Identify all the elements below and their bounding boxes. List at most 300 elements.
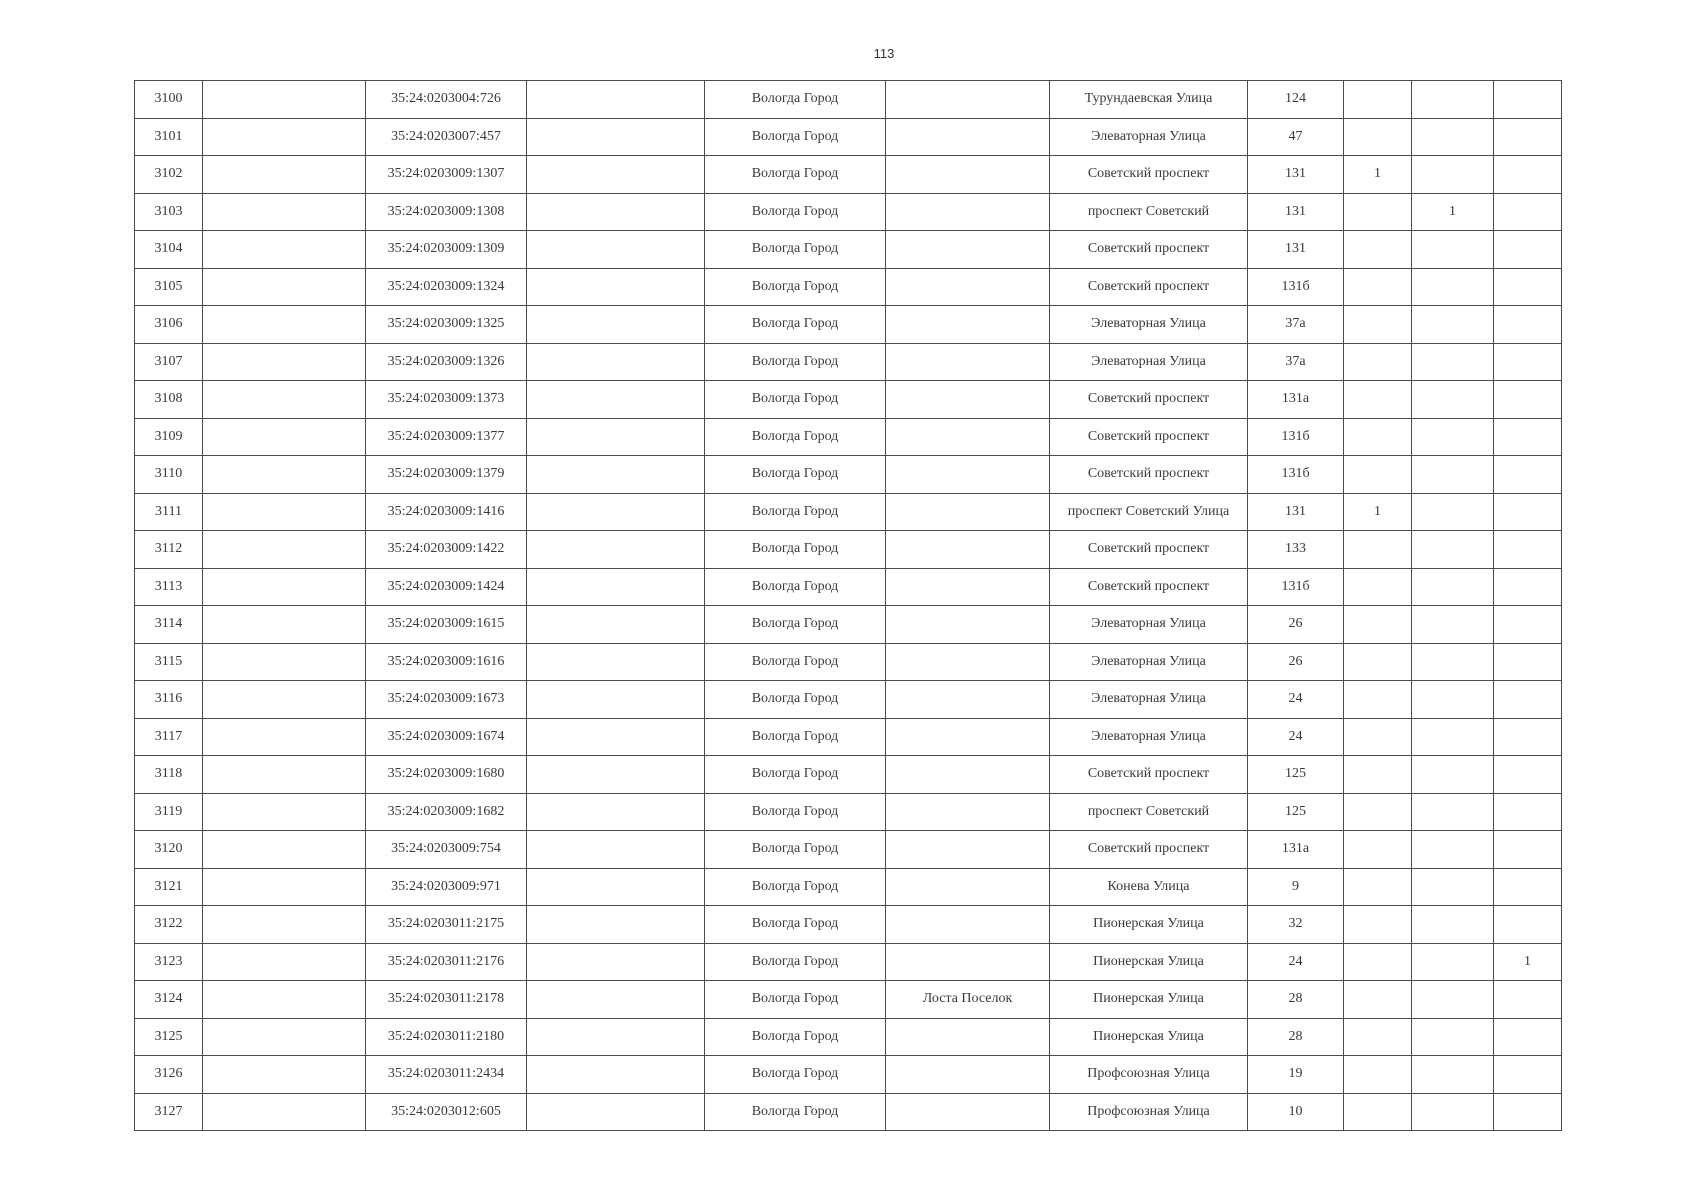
house-number-cell: 131: [1248, 231, 1344, 269]
row-number-cell: 3109: [135, 418, 203, 456]
street-cell: Профсоюзная Улица: [1050, 1056, 1248, 1094]
flag-cell-1: [1344, 1018, 1412, 1056]
city-cell: Вологда Город: [705, 1056, 886, 1094]
flag-cell-1: [1344, 606, 1412, 644]
settlement-cell: [886, 718, 1050, 756]
table-row: [135, 456, 1562, 494]
city-cell: Вологда Город: [705, 568, 886, 606]
flag-cell-1: [1344, 681, 1412, 719]
house-number-cell: 32: [1248, 906, 1344, 944]
flag-cell-2: [1412, 156, 1494, 194]
street-cell: проспект Советский Улица: [1050, 493, 1248, 531]
flag-cell-2: [1412, 1018, 1494, 1056]
flag-cell-3: [1494, 268, 1562, 306]
table-row: [135, 268, 1562, 306]
settlement-cell: [886, 231, 1050, 269]
street-cell: Советский проспект: [1050, 231, 1248, 269]
row-number-cell: 3115: [135, 643, 203, 681]
house-number-cell: 131б: [1248, 568, 1344, 606]
settlement-cell: [886, 343, 1050, 381]
flag-cell-3: [1494, 493, 1562, 531]
city-cell: Вологда Город: [705, 868, 886, 906]
flag-cell-3: 1: [1494, 943, 1562, 981]
empty-cell: [203, 1093, 366, 1131]
empty-cell: [203, 268, 366, 306]
cadastral-number-cell: 35:24:0203009:1615: [366, 606, 527, 644]
empty-cell: [527, 493, 705, 531]
row-number-cell: 3114: [135, 606, 203, 644]
flag-cell-2: [1412, 456, 1494, 494]
empty-cell: [203, 756, 366, 794]
empty-cell: [527, 718, 705, 756]
settlement-cell: [886, 1018, 1050, 1056]
table-row: [135, 306, 1562, 344]
flag-cell-3: [1494, 306, 1562, 344]
row-number-cell: 3101: [135, 118, 203, 156]
street-cell: Элеваторная Улица: [1050, 343, 1248, 381]
street-cell: Советский проспект: [1050, 456, 1248, 494]
table-row: [135, 231, 1562, 269]
empty-cell: [203, 306, 366, 344]
empty-cell: [527, 943, 705, 981]
empty-cell: [203, 981, 366, 1019]
flag-cell-3: [1494, 193, 1562, 231]
city-cell: Вологда Город: [705, 643, 886, 681]
flag-cell-1: [1344, 906, 1412, 944]
flag-cell-2: [1412, 906, 1494, 944]
settlement-cell: [886, 793, 1050, 831]
table-row: [135, 681, 1562, 719]
flag-cell-1: [1344, 643, 1412, 681]
flag-cell-1: [1344, 793, 1412, 831]
registry-body: [135, 81, 1562, 1131]
empty-cell: [203, 681, 366, 719]
registry-table: [134, 80, 1562, 1131]
cadastral-number-cell: 35:24:0203007:457: [366, 118, 527, 156]
cadastral-number-cell: 35:24:0203009:1373: [366, 381, 527, 419]
house-number-cell: 24: [1248, 681, 1344, 719]
table-row: [135, 606, 1562, 644]
flag-cell-3: [1494, 1093, 1562, 1131]
flag-cell-3: [1494, 906, 1562, 944]
cadastral-number-cell: 35:24:0203011:2434: [366, 1056, 527, 1094]
cadastral-number-cell: 35:24:0203009:1309: [366, 231, 527, 269]
empty-cell: [527, 193, 705, 231]
flag-cell-2: [1412, 868, 1494, 906]
flag-cell-3: [1494, 381, 1562, 419]
flag-cell-2: [1412, 793, 1494, 831]
row-number-cell: 3100: [135, 81, 203, 119]
empty-cell: [203, 718, 366, 756]
table-row: [135, 831, 1562, 869]
flag-cell-2: [1412, 831, 1494, 869]
street-cell: Турундаевская Улица: [1050, 81, 1248, 119]
empty-cell: [203, 831, 366, 869]
empty-cell: [203, 868, 366, 906]
cadastral-number-cell: 35:24:0203011:2176: [366, 943, 527, 981]
empty-cell: [527, 1018, 705, 1056]
city-cell: Вологда Город: [705, 456, 886, 494]
empty-cell: [527, 268, 705, 306]
flag-cell-1: [1344, 981, 1412, 1019]
empty-cell: [203, 418, 366, 456]
empty-cell: [527, 156, 705, 194]
flag-cell-2: [1412, 268, 1494, 306]
settlement-cell: [886, 81, 1050, 119]
empty-cell: [527, 831, 705, 869]
cadastral-number-cell: 35:24:0203009:1308: [366, 193, 527, 231]
city-cell: Вологда Город: [705, 793, 886, 831]
flag-cell-3: [1494, 1056, 1562, 1094]
city-cell: Вологда Город: [705, 81, 886, 119]
street-cell: Советский проспект: [1050, 381, 1248, 419]
flag-cell-3: [1494, 981, 1562, 1019]
row-number-cell: 3110: [135, 456, 203, 494]
street-cell: Профсоюзная Улица: [1050, 1093, 1248, 1131]
cadastral-number-cell: 35:24:0203009:1673: [366, 681, 527, 719]
street-cell: Конева Улица: [1050, 868, 1248, 906]
cadastral-number-cell: 35:24:0203012:605: [366, 1093, 527, 1131]
settlement-cell: [886, 906, 1050, 944]
row-number-cell: 3127: [135, 1093, 203, 1131]
flag-cell-1: [1344, 118, 1412, 156]
settlement-cell: [886, 868, 1050, 906]
city-cell: Вологда Город: [705, 756, 886, 794]
row-number-cell: 3103: [135, 193, 203, 231]
settlement-cell: [886, 456, 1050, 494]
empty-cell: [203, 381, 366, 419]
city-cell: Вологда Город: [705, 681, 886, 719]
empty-cell: [527, 568, 705, 606]
house-number-cell: 19: [1248, 1056, 1344, 1094]
flag-cell-1: [1344, 456, 1412, 494]
settlement-cell: [886, 493, 1050, 531]
flag-cell-3: [1494, 831, 1562, 869]
table-row: [135, 381, 1562, 419]
city-cell: Вологда Город: [705, 943, 886, 981]
flag-cell-1: [1344, 306, 1412, 344]
empty-cell: [527, 531, 705, 569]
house-number-cell: 125: [1248, 793, 1344, 831]
flag-cell-2: [1412, 118, 1494, 156]
empty-cell: [527, 756, 705, 794]
street-cell: Советский проспект: [1050, 418, 1248, 456]
flag-cell-3: [1494, 681, 1562, 719]
flag-cell-2: [1412, 606, 1494, 644]
row-number-cell: 3104: [135, 231, 203, 269]
table-row: [135, 81, 1562, 119]
flag-cell-3: [1494, 1018, 1562, 1056]
city-cell: Вологда Город: [705, 343, 886, 381]
house-number-cell: 24: [1248, 943, 1344, 981]
house-number-cell: 24: [1248, 718, 1344, 756]
flag-cell-1: [1344, 756, 1412, 794]
empty-cell: [527, 606, 705, 644]
row-number-cell: 3113: [135, 568, 203, 606]
empty-cell: [203, 793, 366, 831]
flag-cell-3: [1494, 756, 1562, 794]
empty-cell: [527, 456, 705, 494]
row-number-cell: 3108: [135, 381, 203, 419]
street-cell: Советский проспект: [1050, 156, 1248, 194]
cadastral-number-cell: 35:24:0203009:971: [366, 868, 527, 906]
city-cell: Вологда Город: [705, 831, 886, 869]
city-cell: Вологда Город: [705, 268, 886, 306]
row-number-cell: 3117: [135, 718, 203, 756]
street-cell: Элеваторная Улица: [1050, 118, 1248, 156]
empty-cell: [203, 906, 366, 944]
flag-cell-3: [1494, 643, 1562, 681]
cadastral-number-cell: 35:24:0203011:2178: [366, 981, 527, 1019]
city-cell: Вологда Город: [705, 1018, 886, 1056]
table-row: [135, 156, 1562, 194]
cadastral-number-cell: 35:24:0203009:1379: [366, 456, 527, 494]
house-number-cell: 131: [1248, 493, 1344, 531]
settlement-cell: [886, 1093, 1050, 1131]
city-cell: Вологда Город: [705, 531, 886, 569]
row-number-cell: 3111: [135, 493, 203, 531]
cadastral-number-cell: 35:24:0203009:1424: [366, 568, 527, 606]
street-cell: Пионерская Улица: [1050, 943, 1248, 981]
flag-cell-1: [1344, 718, 1412, 756]
street-cell: Советский проспект: [1050, 756, 1248, 794]
settlement-cell: [886, 381, 1050, 419]
house-number-cell: 26: [1248, 643, 1344, 681]
empty-cell: [203, 943, 366, 981]
empty-cell: [527, 381, 705, 419]
flag-cell-1: [1344, 568, 1412, 606]
empty-cell: [203, 1056, 366, 1094]
house-number-cell: 131б: [1248, 418, 1344, 456]
table-row: [135, 193, 1562, 231]
street-cell: Элеваторная Улица: [1050, 681, 1248, 719]
flag-cell-2: [1412, 381, 1494, 419]
flag-cell-1: [1344, 418, 1412, 456]
flag-cell-3: [1494, 606, 1562, 644]
page-number: 113: [873, 46, 895, 61]
flag-cell-2: 1: [1412, 193, 1494, 231]
settlement-cell: [886, 606, 1050, 644]
row-number-cell: 3119: [135, 793, 203, 831]
flag-cell-1: [1344, 1093, 1412, 1131]
flag-cell-3: [1494, 418, 1562, 456]
flag-cell-2: [1412, 306, 1494, 344]
empty-cell: [203, 643, 366, 681]
house-number-cell: 125: [1248, 756, 1344, 794]
settlement-cell: [886, 193, 1050, 231]
city-cell: Вологда Город: [705, 381, 886, 419]
flag-cell-1: [1344, 868, 1412, 906]
cadastral-number-cell: 35:24:0203009:1307: [366, 156, 527, 194]
row-number-cell: 3107: [135, 343, 203, 381]
empty-cell: [527, 1056, 705, 1094]
street-cell: Советский проспект: [1050, 568, 1248, 606]
city-cell: Вологда Город: [705, 306, 886, 344]
flag-cell-2: [1412, 718, 1494, 756]
flag-cell-1: [1344, 81, 1412, 119]
house-number-cell: 26: [1248, 606, 1344, 644]
row-number-cell: 3105: [135, 268, 203, 306]
empty-cell: [527, 81, 705, 119]
table-row: [135, 906, 1562, 944]
flag-cell-2: [1412, 343, 1494, 381]
cadastral-number-cell: 35:24:0203009:1616: [366, 643, 527, 681]
house-number-cell: 131б: [1248, 268, 1344, 306]
house-number-cell: 131: [1248, 156, 1344, 194]
table-row: [135, 531, 1562, 569]
city-cell: Вологда Город: [705, 118, 886, 156]
cadastral-number-cell: 35:24:0203009:1324: [366, 268, 527, 306]
house-number-cell: 131б: [1248, 456, 1344, 494]
house-number-cell: 37а: [1248, 306, 1344, 344]
house-number-cell: 133: [1248, 531, 1344, 569]
flag-cell-2: [1412, 943, 1494, 981]
table-row: [135, 1018, 1562, 1056]
cadastral-number-cell: 35:24:0203009:1674: [366, 718, 527, 756]
flag-cell-3: [1494, 343, 1562, 381]
flag-cell-2: [1412, 231, 1494, 269]
table-row: [135, 868, 1562, 906]
empty-cell: [203, 1018, 366, 1056]
row-number-cell: 3123: [135, 943, 203, 981]
city-cell: Вологда Город: [705, 193, 886, 231]
city-cell: Вологда Город: [705, 231, 886, 269]
settlement-cell: [886, 118, 1050, 156]
flag-cell-2: [1412, 756, 1494, 794]
house-number-cell: 131а: [1248, 831, 1344, 869]
house-number-cell: 131а: [1248, 381, 1344, 419]
table-row: [135, 493, 1562, 531]
table-row: [135, 1093, 1562, 1131]
table-row: [135, 1056, 1562, 1094]
empty-cell: [203, 156, 366, 194]
flag-cell-2: [1412, 531, 1494, 569]
empty-cell: [527, 118, 705, 156]
empty-cell: [203, 606, 366, 644]
house-number-cell: 131: [1248, 193, 1344, 231]
street-cell: Пионерская Улица: [1050, 1018, 1248, 1056]
house-number-cell: 28: [1248, 981, 1344, 1019]
street-cell: проспект Советский: [1050, 793, 1248, 831]
flag-cell-3: [1494, 531, 1562, 569]
flag-cell-2: [1412, 1093, 1494, 1131]
table-row: [135, 981, 1562, 1019]
street-cell: проспект Советский: [1050, 193, 1248, 231]
settlement-cell: [886, 643, 1050, 681]
settlement-cell: [886, 268, 1050, 306]
city-cell: Вологда Город: [705, 156, 886, 194]
empty-cell: [527, 418, 705, 456]
street-cell: Элеваторная Улица: [1050, 643, 1248, 681]
row-number-cell: 3106: [135, 306, 203, 344]
flag-cell-2: [1412, 568, 1494, 606]
empty-cell: [527, 906, 705, 944]
house-number-cell: 37а: [1248, 343, 1344, 381]
street-cell: Советский проспект: [1050, 831, 1248, 869]
table-row: [135, 643, 1562, 681]
cadastral-number-cell: 35:24:0203009:1326: [366, 343, 527, 381]
flag-cell-1: [1344, 831, 1412, 869]
row-number-cell: 3116: [135, 681, 203, 719]
flag-cell-1: 1: [1344, 493, 1412, 531]
cadastral-number-cell: 35:24:0203009:1416: [366, 493, 527, 531]
flag-cell-3: [1494, 718, 1562, 756]
street-cell: Пионерская Улица: [1050, 981, 1248, 1019]
settlement-cell: [886, 943, 1050, 981]
empty-cell: [203, 118, 366, 156]
flag-cell-3: [1494, 156, 1562, 194]
flag-cell-1: [1344, 268, 1412, 306]
empty-cell: [527, 343, 705, 381]
city-cell: Вологда Город: [705, 606, 886, 644]
cadastral-number-cell: 35:24:0203009:1680: [366, 756, 527, 794]
settlement-cell: [886, 531, 1050, 569]
flag-cell-1: [1344, 1056, 1412, 1094]
table-row: [135, 118, 1562, 156]
street-cell: Элеваторная Улица: [1050, 718, 1248, 756]
flag-cell-1: [1344, 943, 1412, 981]
flag-cell-3: [1494, 81, 1562, 119]
settlement-cell: [886, 681, 1050, 719]
empty-cell: [527, 231, 705, 269]
street-cell: Пионерская Улица: [1050, 906, 1248, 944]
empty-cell: [203, 456, 366, 494]
flag-cell-1: [1344, 531, 1412, 569]
city-cell: Вологда Город: [705, 493, 886, 531]
street-cell: Элеваторная Улица: [1050, 606, 1248, 644]
empty-cell: [203, 493, 366, 531]
street-cell: Советский проспект: [1050, 268, 1248, 306]
cadastral-number-cell: 35:24:0203009:1682: [366, 793, 527, 831]
house-number-cell: 124: [1248, 81, 1344, 119]
empty-cell: [527, 681, 705, 719]
empty-cell: [203, 568, 366, 606]
row-number-cell: 3102: [135, 156, 203, 194]
settlement-cell: [886, 306, 1050, 344]
row-number-cell: 3112: [135, 531, 203, 569]
flag-cell-1: [1344, 193, 1412, 231]
cadastral-number-cell: 35:24:0203009:1325: [366, 306, 527, 344]
flag-cell-3: [1494, 868, 1562, 906]
row-number-cell: 3122: [135, 906, 203, 944]
cadastral-number-cell: 35:24:0203009:1422: [366, 531, 527, 569]
city-cell: Вологда Город: [705, 1093, 886, 1131]
flag-cell-3: [1494, 118, 1562, 156]
row-number-cell: 3125: [135, 1018, 203, 1056]
row-number-cell: 3121: [135, 868, 203, 906]
table-row: [135, 756, 1562, 794]
flag-cell-3: [1494, 568, 1562, 606]
city-cell: Вологда Город: [705, 718, 886, 756]
flag-cell-3: [1494, 456, 1562, 494]
flag-cell-2: [1412, 81, 1494, 119]
settlement-cell: [886, 831, 1050, 869]
house-number-cell: 47: [1248, 118, 1344, 156]
flag-cell-2: [1412, 493, 1494, 531]
cadastral-number-cell: 35:24:0203004:726: [366, 81, 527, 119]
settlement-cell: Лоста Поселок: [886, 981, 1050, 1019]
city-cell: Вологда Город: [705, 418, 886, 456]
empty-cell: [527, 1093, 705, 1131]
city-cell: Вологда Город: [705, 981, 886, 1019]
empty-cell: [527, 981, 705, 1019]
flag-cell-2: [1412, 418, 1494, 456]
cadastral-number-cell: 35:24:0203011:2175: [366, 906, 527, 944]
table-row: [135, 943, 1562, 981]
row-number-cell: 3118: [135, 756, 203, 794]
empty-cell: [203, 193, 366, 231]
flag-cell-2: [1412, 681, 1494, 719]
